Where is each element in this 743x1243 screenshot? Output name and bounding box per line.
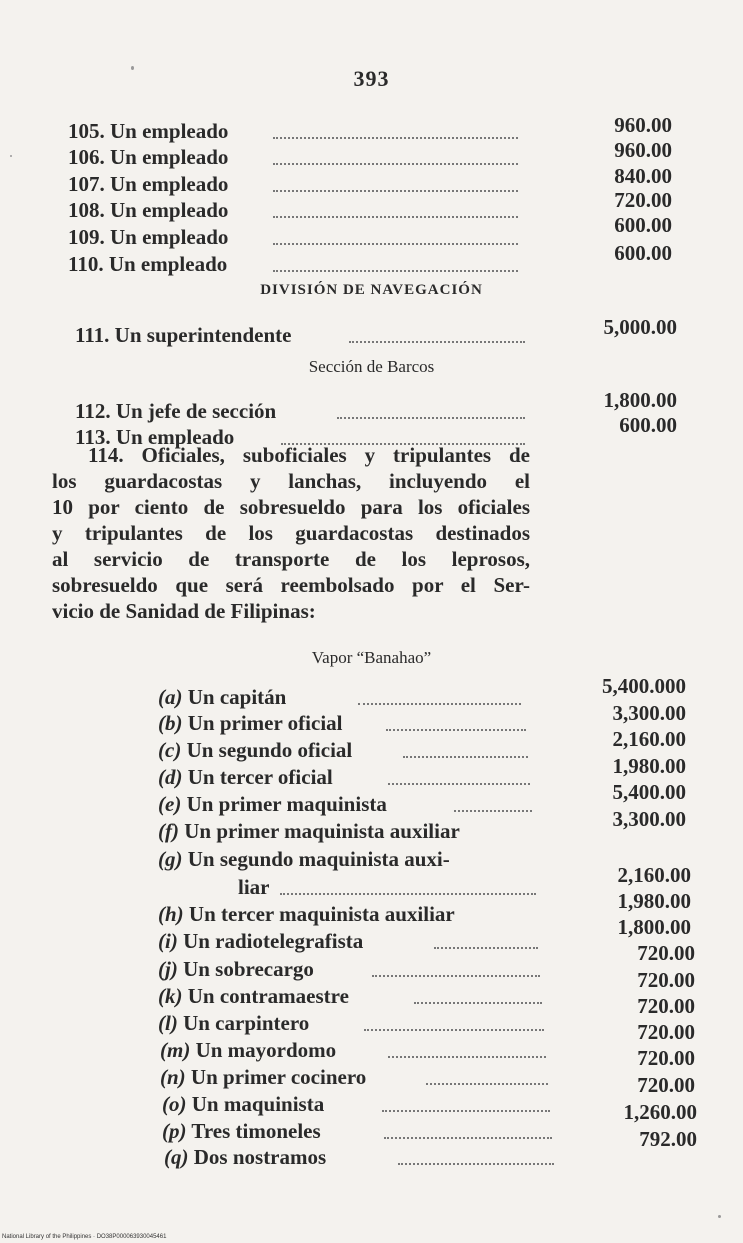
crew-amount: 720.00 [637,994,695,1018]
dot-leader [273,217,518,245]
dot-leader [358,677,521,705]
dot-leader [398,1137,554,1165]
item-text: Un carpintero [183,1011,310,1035]
dot-leader [434,921,538,949]
paragraph-line: 10 por ciento de sobresueldo para los oficiales [52,495,530,519]
crew-item-f [158,818,538,844]
crew-amount: 5,400.000 [602,674,686,698]
crew-amount: 792.00 [639,1127,697,1151]
item-amount: 5,000.00 [603,315,677,339]
crew-amount: 1,260.00 [623,1100,697,1124]
item-amount: 720.00 [614,188,672,212]
crew-amount: 720.00 [637,1046,695,1070]
item-letter: (k) [158,984,183,1008]
item-text: Un sobrecargo [183,957,314,981]
dot-leader [403,730,528,758]
paragraph-line: y tripulantes de los guardacostas destinados [52,521,530,545]
item-text: Un tercer maquinista auxiliar [188,902,455,926]
dot-leader [337,391,525,419]
item-letter: (p) [162,1119,187,1143]
item-text: Un contramaestre [187,984,349,1008]
item-letter: (q) [164,1145,189,1169]
item-letter: (b) [158,711,183,735]
scan-speck [10,155,12,157]
crew-amount: 720.00 [637,968,695,992]
dot-leader [273,244,518,272]
crew-amount: 720.00 [637,1020,695,1044]
dot-leader [280,867,536,895]
item-letter: (a) [158,685,183,709]
crew-item-q [164,1144,556,1170]
scan-speck [131,66,134,70]
item-text: Un primer cocinero [190,1065,367,1089]
item-letter: (d) [158,765,183,789]
dot-leader [273,137,518,165]
crew-amount: 2,160.00 [612,727,686,751]
item-text: Un primer oficial [187,711,343,735]
item-text: Un primer maquinista auxiliar [184,819,460,843]
item-letter: (i) [158,929,178,953]
item-letter: (c) [158,738,182,762]
item-text: Un maquinista [191,1092,325,1116]
dot-leader [414,976,542,1004]
item-label: 110. Un empleado [68,252,228,276]
item-amount: 960.00 [614,113,672,137]
item-amount: 1,800.00 [603,388,677,412]
crew-item-g-continuation [238,874,538,900]
dot-leader [426,1057,548,1085]
paragraph-line: sobresueldo que será reembolsado por el Ser- [52,573,530,597]
item-label: 105. Un empleado [68,119,229,143]
item-text: liar [238,875,270,899]
crew-amount: 3,300.00 [612,701,686,725]
item-label: 109. Un empleado [68,225,229,249]
scan-footer: National Library of the Philippines · DO38P000063930045461 [2,1234,167,1240]
dot-leader [364,1003,544,1031]
paragraph-line: vicio de Sanidad de Filipinas: [52,599,316,623]
crew-amount: 1,980.00 [612,754,686,778]
crew-amount: 720.00 [637,1073,695,1097]
dot-leader [386,703,526,731]
dot-leader [273,190,518,218]
item-amount: 600.00 [619,413,677,437]
item-letter: (o) [162,1092,187,1116]
item-text: Tres timoneles [191,1119,321,1143]
item-text: Un segundo maquinista auxi- [187,847,450,871]
item-text: Un capitán [187,685,287,709]
item-letter: (e) [158,792,182,816]
line-item-110 [68,251,520,277]
item-label: 111. Un superintendente [75,323,292,347]
dot-leader [273,111,518,139]
line-item-111 [75,322,525,348]
item-text: Un primer maquinista [186,792,387,816]
item-letter: (m) [160,1038,191,1062]
crew-amount: 5,400.00 [612,780,686,804]
item-letter: (h) [158,902,184,926]
crew-amount: 1,800.00 [617,915,691,939]
item-letter: (n) [160,1065,186,1089]
page-number: 393 [353,66,390,91]
dot-leader [281,417,525,445]
item-letter: (j) [158,957,178,981]
item-label: 106. Un empleado [68,145,229,169]
item-letter: (g) [158,847,183,871]
item-text: Un radiotelegrafista [183,929,364,953]
dot-leader [388,757,530,785]
dot-leader [273,164,518,192]
item-amount: 960.00 [614,138,672,162]
crew-amount: 720.00 [637,941,695,965]
paragraph-line: al servicio de transporte de los leprosos, [52,547,530,571]
item-text: Un mayordomo [195,1038,337,1062]
paragraph-line: 114. Oficiales, suboficiales y tripulantes de [88,443,530,467]
dot-leader [388,1030,546,1058]
item-text: Un tercer oficial [187,765,333,789]
item-text: Un segundo oficial [186,738,353,762]
item-amount: 840.00 [614,164,672,188]
crew-amount: 3,300.00 [612,807,686,831]
scan-speck [718,1215,721,1218]
item-label: 108. Un empleado [68,198,229,222]
section-heading: Sección de Barcos [308,357,435,376]
division-heading: DIVISIÓN DE NAVEGACIÓN [260,282,483,298]
item-amount: 600.00 [614,213,672,237]
item-text: Dos nostramos [193,1145,327,1169]
paragraph-line: los guardacostas y lanchas, incluyendo el [52,469,530,493]
crew-amount: 2,160.00 [617,863,691,887]
dot-leader [454,784,532,812]
dot-leader [372,949,540,977]
dot-leader [384,1111,552,1139]
item-label: 112. Un jefe de sección [75,399,277,423]
crew-item-e [158,791,534,817]
dot-leader [349,315,525,343]
vessel-heading: Vapor “Banahao” [311,648,432,667]
item-label: 107. Un empleado [68,172,229,196]
item-letter: (f) [158,819,179,843]
crew-amount: 1,980.00 [617,889,691,913]
item-letter: (l) [158,1011,178,1035]
item-label: 113. Un empleado [75,425,235,449]
dot-leader [382,1084,550,1112]
item-amount: 600.00 [614,241,672,265]
item-114-paragraph [52,442,530,624]
